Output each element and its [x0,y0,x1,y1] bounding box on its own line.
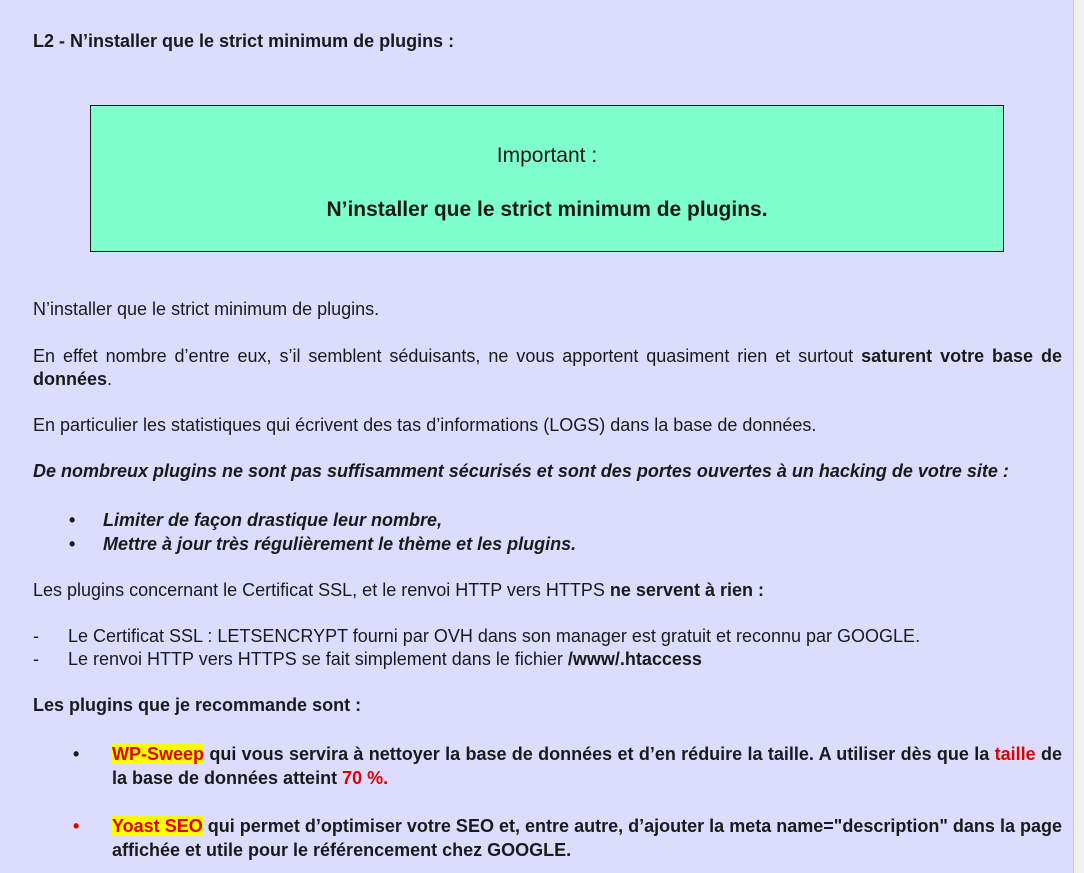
ssl-intro [33,579,1062,602]
plugin-name-yoast: Yoast SEO [112,816,203,836]
bullet-icon: • [69,510,76,530]
wpsweep-text-2: de la base de données atteint [112,744,1062,788]
bullet-icon: • [73,816,80,836]
important-box-text: N’installer que le strict minimum de plugins. [326,198,768,221]
bullet-icon: • [73,744,80,764]
paragraph-database-end: . [107,369,113,389]
ssl-item-1: Le Certificat SSL : LETSENCRYPT fourni par OVH dans son manager est gratuit et reconnu par GOOGLE. [68,626,921,646]
security-item-1: Limiter de façon drastique leur nombre, [103,510,443,530]
recommend-item-wpsweep [33,742,1062,790]
list-item [33,742,1062,790]
ssl-list [33,625,1062,671]
paragraph-statistics: En particulier les statistiques qui écrivent des tas d’informations (LOGS) dans la base de données. [33,415,817,435]
paragraph-database-text: En effet nombre d’entre eux, s’il semblent séduisants, ne vous apportent quasiment rien et surtout [33,346,862,366]
ssl-item-2-path: /www/.htaccess [567,649,702,669]
list-item [33,814,1062,862]
list-item [33,625,1062,648]
paragraph-database-bold: saturent votre base de données [33,346,1062,389]
section-heading: L2 - N’installer que le strict minimum de plugins : [33,31,455,51]
list-item [33,648,1062,671]
wpsweep-red-1: taille [994,744,1036,764]
page-edge [1073,0,1084,873]
wpsweep-red-2: 70 %. [342,768,389,788]
ssl-intro-text: Les plugins concernant le Certificat SSL, et le renvoi HTTP vers HTTPS [33,580,610,600]
security-list [33,508,1062,556]
ssl-intro-bold: ne servent à rien : [609,580,764,600]
yoast-text: qui permet d’optimiser votre SEO et, entre autre, d’ajouter la meta name="description" dans la page affichée et utile pour le référencement chez GOOGLE. [112,816,1062,860]
important-box-title: Important : [496,144,598,167]
recommend-item-yoast [33,814,1062,862]
security-intro: De nombreux plugins ne sont pas suffisamment sécurisés et sont des portes ouvertes à un hacking de votre site : [33,461,1009,481]
list-item [33,508,1062,532]
dash-bullet: - [33,626,39,646]
security-item-2: Mettre à jour très régulièrement le thème et les plugins. [103,534,577,554]
paragraph-intro: N’installer que le strict minimum de plugins. [33,299,380,319]
recommend-title: Les plugins que je recommande sont : [33,695,362,715]
important-box [90,105,1004,252]
bullet-icon: • [69,534,76,554]
list-item [33,532,1062,556]
plugin-name-wpsweep: WP-Sweep [112,744,205,764]
wpsweep-text-1: qui vous servira à nettoyer la base de données et d’en réduire la taille. A utiliser dès que la [204,744,995,764]
dash-bullet: - [33,649,39,669]
paragraph-database [33,345,1062,391]
ssl-item-2-text: Le renvoi HTTP vers HTTPS se fait simplement dans le fichier [68,649,568,669]
